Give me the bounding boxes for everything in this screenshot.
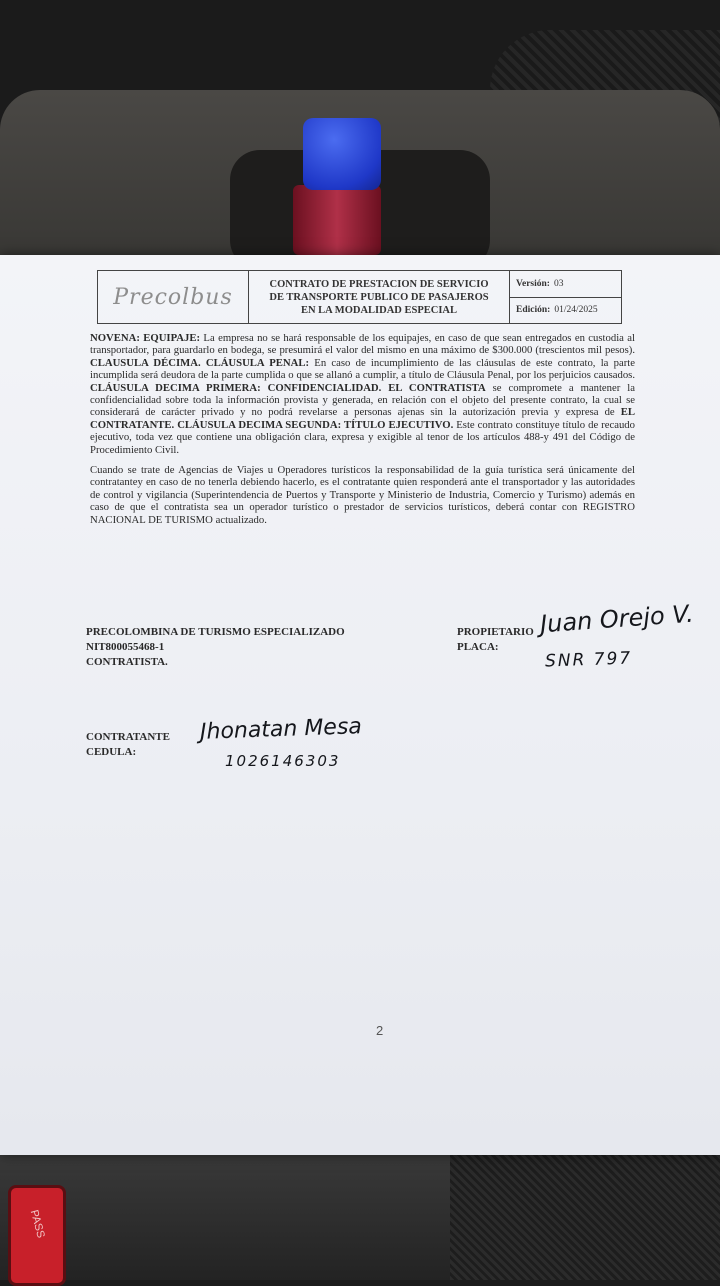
contract-page: [0, 255, 720, 1155]
clause-heading: NOVENA: EQUIPAJE:: [90, 332, 201, 344]
owner-label: PROPIETARIO: [457, 626, 534, 638]
document-meta: [510, 271, 621, 323]
edition-value: 01/24/2025: [554, 305, 598, 316]
title-line: CONTRATO DE PRESTACION DE SERVICIO: [269, 278, 489, 290]
red-seatbelt-button: [8, 1185, 66, 1286]
client-id-handwritten: 1026146303: [225, 752, 341, 770]
owner-block: [457, 625, 534, 655]
client-id-label: CEDULA:: [86, 746, 137, 758]
contractor-role: CONTRATISTA.: [86, 656, 168, 668]
clause-heading: EL CONTRATANTE. CLÁUSULA DECIMA SEGUNDA: TÍTULO EJECUTIVO.: [90, 406, 635, 431]
bottle-body: [293, 185, 381, 255]
bottle-cap: [303, 118, 381, 190]
contractor-company: PRECOLOMBINA DE TURISMO ESPECIALIZADO: [86, 626, 345, 638]
contract-body: [90, 332, 635, 534]
page-number: 2: [376, 1023, 384, 1038]
title-line: DE TRANSPORTE PUBLICO DE PASAJEROS: [269, 291, 489, 303]
company-logo: Precolbus: [98, 271, 249, 323]
edition-row: [510, 298, 621, 324]
clause-text: La empresa no se hará responsable de los equipajes, en caso de que sean entregados en custodia al transportador, para guardarlo en bodega, se presumirá el valor del mismo en una máximo de $300.000 (trescientos mil pesos).: [90, 332, 635, 357]
clause-text: se compromete a mantener la confidencialidad sobre toda la información provista y generada, en relación con el objeto del presente contrato, la cual se considerará de carácter privado y no podrá revelarse a personas ajenas sin la autorización previa y expresa de: [90, 381, 635, 419]
version-label: Versión:: [516, 278, 550, 289]
clause-text: Este contrato constituye título de recaudo ejecutivo, toda vez que contiene una obligación clara, expresa y exigible al tenor de los artículos 488-y 491 del Código de Procedimiento Civil.: [90, 418, 635, 456]
version-row: [510, 271, 621, 298]
owner-signature: Juan Orejo V.: [539, 599, 695, 639]
plate-label: PLACA:: [457, 641, 499, 653]
tourism-paragraph: Cuando se trate de Agencias de Viajes u Operadores turísticos la responsabilidad de la guía turística será únicamente del contratantey en caso de no tenerla debiendo hacerlo, es el contratante quien responderá ante el transportador y las autoridades de control y vigilancia (Superintendencia de Puertos y Transporte y Ministerio de Industria, Comercio y Turismo) además en caso de que el contratista sea un operador turístico o prestador de servicios turísticos, deberá contar con REGISTRO NACIONAL DE TURISMO actualizado.: [90, 464, 635, 526]
clause-heading: CLAUSULA DÉCIMA. CLÁUSULA PENAL:: [90, 356, 310, 369]
client-label: CONTRATANTE: [86, 731, 170, 743]
client-signature: Jhonatan Mesa: [199, 714, 363, 745]
edition-label: Edición:: [516, 305, 551, 316]
contractor-block: [86, 625, 345, 670]
plate-handwritten: SNR 797: [544, 648, 633, 672]
clause-heading: CLÁUSULA DECIMA PRIMERA: CONFIDENCIALIDAD. EL CONTRATISTA: [90, 381, 486, 394]
title-line: EN LA MODALIDAD ESPECIAL: [300, 304, 458, 316]
contractor-nit: NIT800055468-1: [86, 641, 165, 653]
clauses-paragraph: [90, 332, 635, 456]
document-title: [249, 271, 510, 323]
document-header: [97, 270, 622, 324]
client-block: [86, 730, 170, 760]
clause-text: En caso de incumplimiento de las cláusulas de este contrato, la parte incumplida será deudora de la parte cumplida o que se allanó a cumplir, a título de Cláusula Penal, por los perjuicios causados.: [90, 356, 635, 382]
version-value: 03: [553, 278, 564, 289]
button-label: PASS: [27, 1208, 47, 1240]
floor-mat: [450, 1150, 720, 1280]
